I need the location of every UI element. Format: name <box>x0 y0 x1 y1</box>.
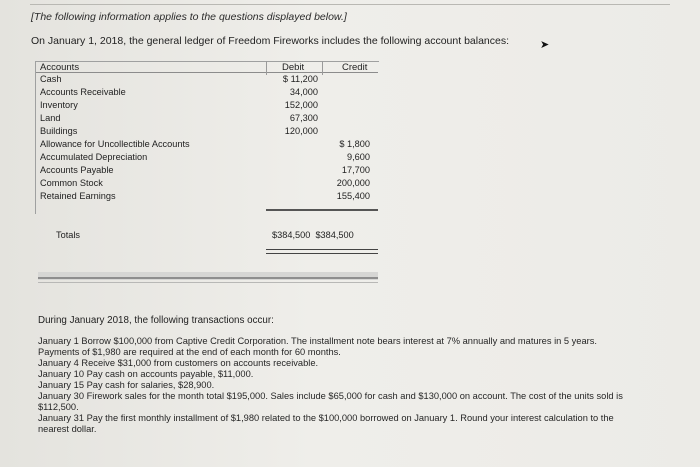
table-row-account: Allowance for Uncollectible Accounts <box>40 139 190 149</box>
column-header-debit: Debit <box>282 62 305 73</box>
mouse-pointer-icon: ➤ <box>540 39 550 51</box>
table-column-divider <box>322 61 323 75</box>
table-row-credit: 155,400 <box>336 191 370 201</box>
section-divider <box>38 277 378 279</box>
table-row-account: Common Stock <box>40 178 103 188</box>
table-row-credit: 9,600 <box>347 152 370 162</box>
table-row-account: Accumulated Depreciation <box>40 152 148 162</box>
transaction-line: January 30 Firework sales for the month total $195,000. Sales include $65,000 for cash and $130,000 on account. The cost of the units sold is <box>38 391 623 401</box>
transaction-line: January 4 Receive $31,000 from customers on accounts receivable. <box>38 358 319 368</box>
table-column-divider <box>266 61 267 75</box>
table-row-debit: 152,000 <box>284 100 318 110</box>
table-row-credit: 200,000 <box>336 178 370 188</box>
table-row-account: Accounts Receivable <box>40 87 126 97</box>
table-row-account: Cash <box>40 74 62 84</box>
double-underline-bottom <box>266 253 378 254</box>
table-row-account: Inventory <box>40 100 78 110</box>
totals-debit: $384,500 <box>272 230 311 240</box>
totals-label: Totals <box>56 230 80 240</box>
totals-credit: $384,500 <box>315 230 354 240</box>
table-row-account: Land <box>40 113 61 123</box>
transaction-line: January 10 Pay cash on accounts payable, $11,000. <box>38 369 254 379</box>
table-row-account: Accounts Payable <box>40 165 114 175</box>
instruction-note: [The following information applies to the questions displayed below.] <box>31 11 347 23</box>
table-row-debit: 120,000 <box>284 126 318 136</box>
transaction-line: January 15 Pay cash for salaries, $28,900. <box>38 380 215 390</box>
table-row-debit: $ 11,200 <box>282 74 318 84</box>
table-row-account: Retained Earnings <box>40 191 116 201</box>
top-rule <box>30 4 670 5</box>
transactions-heading: During January 2018, the following transactions occur: <box>38 315 274 326</box>
table-row-debit: 67,300 <box>289 113 318 123</box>
table-row-account: Buildings <box>40 126 78 136</box>
column-header-accounts: Accounts <box>40 62 80 73</box>
column-header-credit: Credit <box>342 62 368 73</box>
table-row-debit: 34,000 <box>289 87 318 97</box>
transaction-line: nearest dollar. <box>38 424 97 434</box>
totals-values <box>272 230 354 240</box>
double-underline-top <box>266 249 378 250</box>
intro-text: On January 1, 2018, the general ledger of Freedom Fireworks includes the following account balances: <box>31 35 510 47</box>
section-divider-shadow <box>38 282 378 283</box>
transaction-line: January 1 Borrow $100,000 from Captive Credit Corporation. The installment note bears interest at 7% annually and matures in 5 years. <box>38 336 597 346</box>
transaction-line: Payments of $1,980 are required at the end of each month for 60 months. <box>38 347 341 357</box>
subtotal-rule <box>266 209 378 211</box>
transaction-line: $112,500. <box>38 402 79 412</box>
table-header-rule <box>36 72 378 73</box>
table-row-credit: $ 1,800 <box>339 139 370 149</box>
table-row-credit: 17,700 <box>341 165 370 175</box>
transaction-line: January 31 Pay the first monthly installment of $1,980 related to the $100,000 borrowed on January 1. Round your interest calculation to the <box>38 413 614 423</box>
